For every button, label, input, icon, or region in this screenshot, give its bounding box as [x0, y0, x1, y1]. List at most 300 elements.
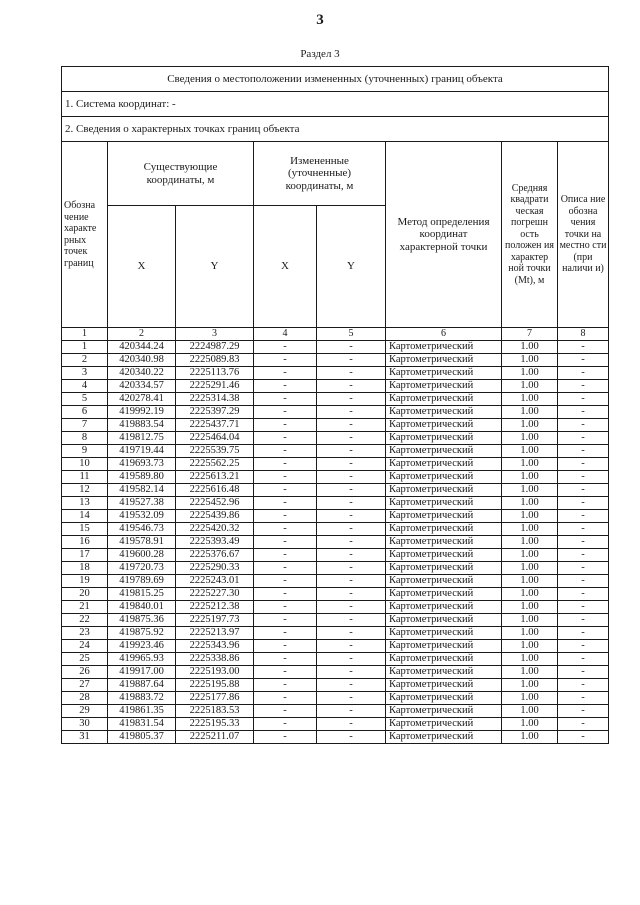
cell-changed-y: -: [317, 639, 386, 652]
cell-existing-x: 419861.35: [108, 704, 176, 717]
cell-existing-y: 2225113.76: [176, 366, 254, 379]
cell-method: Картометрический: [386, 704, 502, 717]
cell-error-value: 1.00: [502, 600, 558, 613]
cell-description: -: [558, 509, 609, 522]
cell-existing-x: 419589.80: [108, 470, 176, 483]
cell-description: -: [558, 405, 609, 418]
cell-description: -: [558, 613, 609, 626]
table-title: Сведения о местоположении измененных (уточненных) границ объекта: [62, 67, 609, 92]
cell-description: -: [558, 353, 609, 366]
cell-existing-y: 2225183.53: [176, 704, 254, 717]
cell-description: -: [558, 561, 609, 574]
cell-description: -: [558, 418, 609, 431]
cell-error-value: 1.00: [502, 561, 558, 574]
cell-method: Картометрический: [386, 483, 502, 496]
cell-description: -: [558, 470, 609, 483]
cell-method: Картометрический: [386, 418, 502, 431]
table-row: [62, 626, 609, 639]
cell-method: Картометрический: [386, 392, 502, 405]
table-row: [62, 548, 609, 561]
cell-method: Картометрический: [386, 522, 502, 535]
cell-method: Картометрический: [386, 535, 502, 548]
cell-changed-y: -: [317, 392, 386, 405]
cell-method: Картометрический: [386, 366, 502, 379]
header-method: Метод определения координат характерной точки: [386, 142, 502, 328]
cell-existing-x: 419992.19: [108, 405, 176, 418]
cell-description: -: [558, 639, 609, 652]
cell-existing-y: 2225212.38: [176, 600, 254, 613]
cell-existing-x: 419875.36: [108, 613, 176, 626]
cell-existing-x: 419815.25: [108, 587, 176, 600]
cell-description: -: [558, 717, 609, 730]
column-number: 3: [176, 328, 254, 341]
cell-existing-x: 420334.57: [108, 379, 176, 392]
table-row: [62, 561, 609, 574]
table-row: [62, 600, 609, 613]
cell-point-number: 22: [62, 613, 108, 626]
cell-existing-x: 419719.44: [108, 444, 176, 457]
cell-existing-y: 2225243.01: [176, 574, 254, 587]
cell-error-value: 1.00: [502, 496, 558, 509]
cell-point-number: 7: [62, 418, 108, 431]
table-row: [62, 444, 609, 457]
cell-existing-x: 419887.64: [108, 678, 176, 691]
cell-changed-y: -: [317, 730, 386, 743]
cell-existing-y: 2225616.48: [176, 483, 254, 496]
cell-error-value: 1.00: [502, 613, 558, 626]
cell-method: Картометрический: [386, 509, 502, 522]
cell-error-value: 1.00: [502, 379, 558, 392]
cell-description: -: [558, 704, 609, 717]
column-number: 8: [558, 328, 609, 341]
cell-point-number: 20: [62, 587, 108, 600]
table-row: [62, 587, 609, 600]
cell-point-number: 17: [62, 548, 108, 561]
cell-method: Картометрический: [386, 431, 502, 444]
cell-existing-x: 419693.73: [108, 457, 176, 470]
cell-method: Картометрический: [386, 561, 502, 574]
cell-existing-x: 419546.73: [108, 522, 176, 535]
cell-error-value: 1.00: [502, 639, 558, 652]
cell-error-value: 1.00: [502, 587, 558, 600]
cell-changed-y: -: [317, 548, 386, 561]
cell-error-value: 1.00: [502, 730, 558, 743]
cell-error-value: 1.00: [502, 483, 558, 496]
cell-existing-y: 2225227.30: [176, 587, 254, 600]
cell-point-number: 3: [62, 366, 108, 379]
cell-description: -: [558, 678, 609, 691]
cell-point-number: 18: [62, 561, 108, 574]
cell-changed-y: -: [317, 691, 386, 704]
cell-description: -: [558, 587, 609, 600]
cell-point-number: 24: [62, 639, 108, 652]
cell-existing-y: 2225291.46: [176, 379, 254, 392]
cell-changed-x: -: [254, 509, 317, 522]
cell-existing-x: 419883.54: [108, 418, 176, 431]
cell-existing-x: 420340.98: [108, 353, 176, 366]
cell-error-value: 1.00: [502, 392, 558, 405]
cell-point-number: 8: [62, 431, 108, 444]
table-row: [62, 613, 609, 626]
cell-changed-y: -: [317, 561, 386, 574]
cell-changed-x: -: [254, 522, 317, 535]
cell-existing-x: 419883.72: [108, 691, 176, 704]
cell-description: -: [558, 496, 609, 509]
cell-error-value: 1.00: [502, 470, 558, 483]
column-number: 5: [317, 328, 386, 341]
cell-point-number: 21: [62, 600, 108, 613]
cell-existing-y: 2225397.29: [176, 405, 254, 418]
table-row: [62, 652, 609, 665]
cell-changed-x: -: [254, 457, 317, 470]
table-row: [62, 665, 609, 678]
cell-existing-x: 419812.75: [108, 431, 176, 444]
cell-existing-x: 419831.54: [108, 717, 176, 730]
cell-existing-x: 419875.92: [108, 626, 176, 639]
cell-existing-x: 419965.93: [108, 652, 176, 665]
cell-description: -: [558, 535, 609, 548]
cell-existing-y: 2225539.75: [176, 444, 254, 457]
cell-point-number: 6: [62, 405, 108, 418]
cell-existing-y: 2225314.38: [176, 392, 254, 405]
cell-changed-y: -: [317, 418, 386, 431]
cell-error-value: 1.00: [502, 366, 558, 379]
points-heading: 2. Сведения о характерных точках границ объекта: [62, 117, 609, 142]
column-number: 4: [254, 328, 317, 341]
table-row: [62, 457, 609, 470]
cell-changed-y: -: [317, 652, 386, 665]
cell-existing-x: 420278.41: [108, 392, 176, 405]
cell-existing-y: 2225452.96: [176, 496, 254, 509]
cell-changed-y: -: [317, 522, 386, 535]
cell-changed-x: -: [254, 366, 317, 379]
cell-existing-y: 2225213.97: [176, 626, 254, 639]
cell-changed-y: -: [317, 574, 386, 587]
table-row: [62, 340, 609, 353]
cell-method: Картометрический: [386, 379, 502, 392]
section-title: Раздел 3: [300, 48, 340, 60]
cell-existing-x: 419600.28: [108, 548, 176, 561]
cell-existing-x: 419720.73: [108, 561, 176, 574]
table-row: [62, 704, 609, 717]
cell-changed-y: -: [317, 704, 386, 717]
cell-existing-x: 420344.24: [108, 340, 176, 353]
cell-existing-y: 2225195.88: [176, 678, 254, 691]
table-row: [62, 522, 609, 535]
cell-changed-x: -: [254, 574, 317, 587]
header-error: Средняя квадрати ческая погрешн ость положен ия характер ной точки (Mt), м: [502, 142, 558, 328]
cell-changed-x: -: [254, 717, 317, 730]
cell-existing-x: 419578.91: [108, 535, 176, 548]
cell-existing-x: 419789.69: [108, 574, 176, 587]
cell-existing-y: 2225197.73: [176, 613, 254, 626]
cell-changed-x: -: [254, 691, 317, 704]
cell-method: Картометрический: [386, 340, 502, 353]
cell-changed-x: -: [254, 600, 317, 613]
cell-description: -: [558, 574, 609, 587]
cell-error-value: 1.00: [502, 444, 558, 457]
table-row: [62, 496, 609, 509]
cell-changed-x: -: [254, 444, 317, 457]
cell-error-value: 1.00: [502, 574, 558, 587]
cell-changed-y: -: [317, 470, 386, 483]
cell-point-number: 30: [62, 717, 108, 730]
cell-method: Картометрический: [386, 639, 502, 652]
cell-point-number: 12: [62, 483, 108, 496]
cell-existing-y: 2225338.86: [176, 652, 254, 665]
cell-error-value: 1.00: [502, 418, 558, 431]
header-existing-coords: Существующие координаты, м: [108, 142, 254, 206]
cell-changed-x: -: [254, 418, 317, 431]
cell-method: Картометрический: [386, 678, 502, 691]
cell-existing-x: 419840.01: [108, 600, 176, 613]
cell-changed-y: -: [317, 405, 386, 418]
cell-method: Картометрический: [386, 717, 502, 730]
cell-point-number: 2: [62, 353, 108, 366]
cell-method: Картометрический: [386, 652, 502, 665]
cell-existing-x: 419923.46: [108, 639, 176, 652]
cell-point-number: 19: [62, 574, 108, 587]
cell-existing-y: 2224987.29: [176, 340, 254, 353]
cell-method: Картометрический: [386, 444, 502, 457]
cell-changed-x: -: [254, 561, 317, 574]
cell-description: -: [558, 340, 609, 353]
cell-changed-x: -: [254, 392, 317, 405]
cell-error-value: 1.00: [502, 522, 558, 535]
header-y-existing: Y: [176, 206, 254, 328]
table-row: [62, 691, 609, 704]
cell-error-value: 1.00: [502, 678, 558, 691]
cell-changed-x: -: [254, 483, 317, 496]
cell-changed-x: -: [254, 470, 317, 483]
cell-existing-x: 420340.22: [108, 366, 176, 379]
cell-error-value: 1.00: [502, 509, 558, 522]
cell-changed-y: -: [317, 444, 386, 457]
cell-existing-y: 2225089.83: [176, 353, 254, 366]
cell-error-value: 1.00: [502, 717, 558, 730]
cell-changed-x: -: [254, 431, 317, 444]
cell-existing-y: 2225420.32: [176, 522, 254, 535]
header-x-existing: X: [108, 206, 176, 328]
cell-changed-y: -: [317, 431, 386, 444]
cell-changed-x: -: [254, 548, 317, 561]
cell-error-value: 1.00: [502, 405, 558, 418]
cell-point-number: 26: [62, 665, 108, 678]
cell-changed-x: -: [254, 405, 317, 418]
cell-changed-x: -: [254, 626, 317, 639]
cell-error-value: 1.00: [502, 548, 558, 561]
cell-existing-y: 2225613.21: [176, 470, 254, 483]
cell-changed-y: -: [317, 665, 386, 678]
column-numbers-row: [62, 328, 609, 341]
page-number: 3: [316, 12, 324, 28]
cell-method: Картометрический: [386, 405, 502, 418]
column-number: 7: [502, 328, 558, 341]
cell-point-number: 29: [62, 704, 108, 717]
cell-error-value: 1.00: [502, 704, 558, 717]
cell-method: Картометрический: [386, 470, 502, 483]
cell-description: -: [558, 444, 609, 457]
table-row: [62, 717, 609, 730]
cell-existing-y: 2225177.86: [176, 691, 254, 704]
boundary-points-table: [61, 66, 609, 744]
cell-point-number: 31: [62, 730, 108, 743]
cell-description: -: [558, 665, 609, 678]
cell-existing-y: 2225193.00: [176, 665, 254, 678]
cell-changed-y: -: [317, 535, 386, 548]
cell-method: Картометрический: [386, 600, 502, 613]
cell-point-number: 13: [62, 496, 108, 509]
coordinate-system: 1. Система координат: -: [62, 92, 609, 117]
cell-existing-y: 2225343.96: [176, 639, 254, 652]
cell-method: Картометрический: [386, 691, 502, 704]
cell-method: Картометрический: [386, 665, 502, 678]
cell-method: Картометрический: [386, 457, 502, 470]
cell-changed-x: -: [254, 587, 317, 600]
cell-existing-y: 2225290.33: [176, 561, 254, 574]
table-row: [62, 353, 609, 366]
cell-existing-y: 2225195.33: [176, 717, 254, 730]
cell-changed-y: -: [317, 366, 386, 379]
column-number: 2: [108, 328, 176, 341]
cell-point-number: 4: [62, 379, 108, 392]
table-row: [62, 418, 609, 431]
cell-description: -: [558, 392, 609, 405]
cell-existing-y: 2225464.04: [176, 431, 254, 444]
table-row: [62, 470, 609, 483]
cell-method: Картометрический: [386, 613, 502, 626]
table-row: [62, 392, 609, 405]
cell-point-number: 14: [62, 509, 108, 522]
cell-existing-y: 2225439.86: [176, 509, 254, 522]
cell-changed-y: -: [317, 340, 386, 353]
cell-description: -: [558, 483, 609, 496]
cell-point-number: 23: [62, 626, 108, 639]
cell-existing-x: 419917.00: [108, 665, 176, 678]
cell-point-number: 9: [62, 444, 108, 457]
cell-existing-x: 419527.38: [108, 496, 176, 509]
cell-method: Картометрический: [386, 496, 502, 509]
cell-error-value: 1.00: [502, 691, 558, 704]
cell-point-number: 1: [62, 340, 108, 353]
header-changed-coords: Измененные (уточненные) координаты, м: [254, 142, 386, 206]
cell-error-value: 1.00: [502, 457, 558, 470]
cell-point-number: 11: [62, 470, 108, 483]
cell-error-value: 1.00: [502, 340, 558, 353]
cell-changed-x: -: [254, 613, 317, 626]
cell-description: -: [558, 366, 609, 379]
cell-changed-y: -: [317, 678, 386, 691]
cell-description: -: [558, 431, 609, 444]
cell-method: Картометрический: [386, 574, 502, 587]
table-row: [62, 678, 609, 691]
cell-description: -: [558, 600, 609, 613]
cell-method: Картометрический: [386, 353, 502, 366]
cell-existing-y: 2225437.71: [176, 418, 254, 431]
cell-changed-x: -: [254, 704, 317, 717]
cell-method: Картометрический: [386, 730, 502, 743]
cell-error-value: 1.00: [502, 353, 558, 366]
cell-description: -: [558, 522, 609, 535]
cell-existing-x: 419532.09: [108, 509, 176, 522]
table-row: [62, 574, 609, 587]
cell-changed-x: -: [254, 496, 317, 509]
cell-changed-x: -: [254, 665, 317, 678]
cell-changed-y: -: [317, 496, 386, 509]
cell-changed-y: -: [317, 483, 386, 496]
cell-changed-y: -: [317, 717, 386, 730]
cell-point-number: 27: [62, 678, 108, 691]
column-number: 6: [386, 328, 502, 341]
cell-method: Картометрический: [386, 548, 502, 561]
header-x-changed: X: [254, 206, 317, 328]
cell-description: -: [558, 457, 609, 470]
cell-changed-y: -: [317, 353, 386, 366]
cell-changed-y: -: [317, 509, 386, 522]
cell-changed-x: -: [254, 353, 317, 366]
cell-changed-y: -: [317, 626, 386, 639]
cell-method: Картометрический: [386, 626, 502, 639]
cell-point-number: 28: [62, 691, 108, 704]
table-row: [62, 431, 609, 444]
cell-point-number: 25: [62, 652, 108, 665]
cell-method: Картометрический: [386, 587, 502, 600]
cell-changed-y: -: [317, 457, 386, 470]
table-row: [62, 639, 609, 652]
table-row: [62, 535, 609, 548]
cell-changed-x: -: [254, 340, 317, 353]
cell-changed-x: -: [254, 652, 317, 665]
cell-error-value: 1.00: [502, 431, 558, 444]
cell-description: -: [558, 691, 609, 704]
cell-existing-y: 2225393.49: [176, 535, 254, 548]
cell-description: -: [558, 548, 609, 561]
cell-existing-y: 2225211.07: [176, 730, 254, 743]
cell-error-value: 1.00: [502, 626, 558, 639]
table-row: [62, 730, 609, 743]
header-point-id: Обозна чение характе рных точек границ: [62, 142, 108, 328]
cell-existing-y: 2225376.67: [176, 548, 254, 561]
cell-changed-y: -: [317, 379, 386, 392]
header-description: Описа ние обозна чения точки на местно сти (при наличи и): [558, 142, 609, 328]
cell-point-number: 5: [62, 392, 108, 405]
cell-changed-x: -: [254, 678, 317, 691]
cell-description: -: [558, 626, 609, 639]
cell-changed-y: -: [317, 587, 386, 600]
cell-error-value: 1.00: [502, 535, 558, 548]
table-row: [62, 483, 609, 496]
header-y-changed: Y: [317, 206, 386, 328]
cell-error-value: 1.00: [502, 665, 558, 678]
cell-point-number: 16: [62, 535, 108, 548]
table-row: [62, 366, 609, 379]
cell-changed-x: -: [254, 639, 317, 652]
table-row: [62, 379, 609, 392]
cell-point-number: 10: [62, 457, 108, 470]
cell-error-value: 1.00: [502, 652, 558, 665]
cell-changed-x: -: [254, 535, 317, 548]
cell-changed-y: -: [317, 613, 386, 626]
cell-changed-x: -: [254, 379, 317, 392]
cell-description: -: [558, 730, 609, 743]
cell-point-number: 15: [62, 522, 108, 535]
cell-changed-x: -: [254, 730, 317, 743]
table-row: [62, 509, 609, 522]
cell-description: -: [558, 379, 609, 392]
cell-description: -: [558, 652, 609, 665]
cell-existing-x: 419582.14: [108, 483, 176, 496]
cell-changed-y: -: [317, 600, 386, 613]
